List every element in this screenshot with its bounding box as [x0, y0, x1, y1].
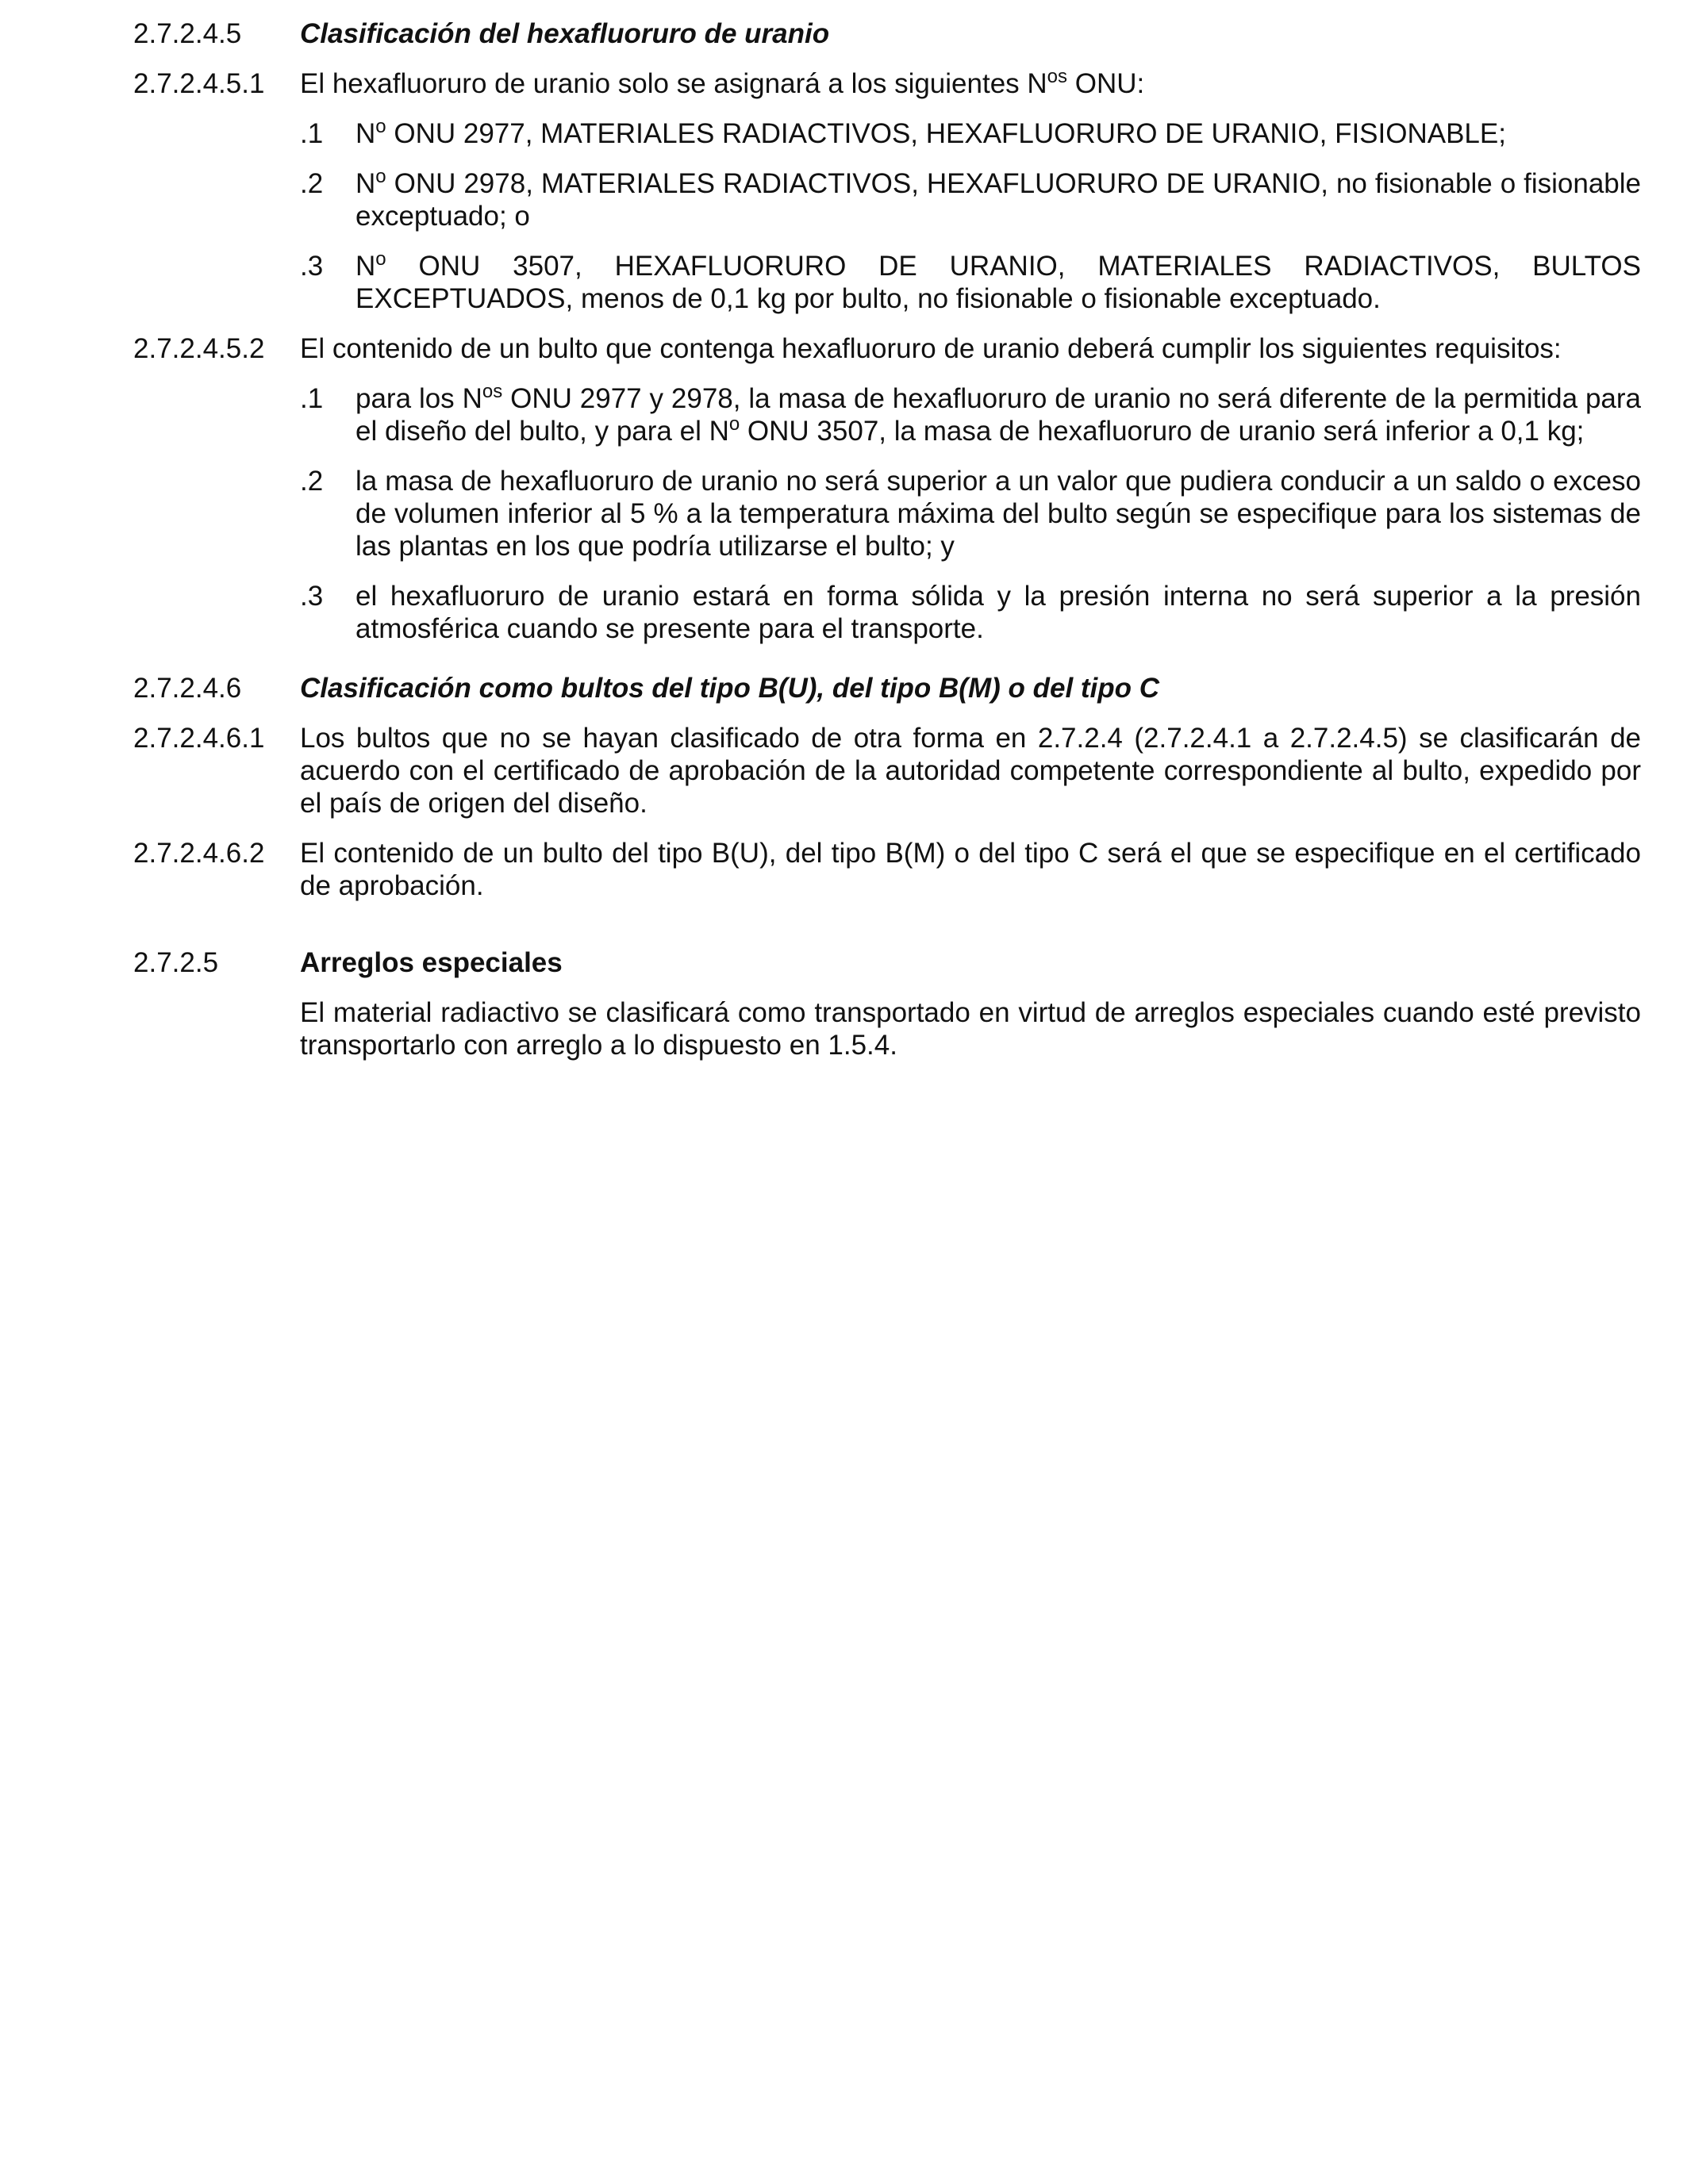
paragraph-2-7-2-4-5-2 — [133, 332, 1641, 365]
superscript: o — [375, 166, 386, 187]
paragraph-2-7-2-5 — [133, 996, 1641, 1061]
superscript: o — [728, 413, 740, 435]
list-item — [300, 382, 1641, 447]
list-item-text — [355, 167, 1641, 232]
section-number: 2.7.2.4.6 — [133, 673, 242, 704]
paragraph-text: El material radiactivo se clasificará como transportado en virtud de arreglos especiales cuando esté previsto transportarlo con arreglo a lo dispuesto en 1.5.4. — [300, 997, 1641, 1061]
section-title: Clasificación como bultos del tipo B(U), del tipo B(M) o del tipo C — [300, 673, 1160, 704]
text-run: N — [355, 251, 376, 282]
section-title: Clasificación del hexafluoruro de uranio — [300, 18, 830, 49]
superscript: o — [375, 248, 386, 270]
list-item — [300, 117, 1641, 150]
paragraph-text: El contenido de un bulto del tipo B(U), del tipo B(M) o del tipo C será el que se especifique en el certificado de aprobación. — [300, 838, 1641, 901]
superscript: o — [375, 116, 386, 137]
list-item — [300, 465, 1641, 562]
section-heading-2-7-2-4-6 — [133, 672, 1641, 704]
paragraph-2-7-2-4-5-1 — [133, 67, 1641, 100]
list-item-number: .3 — [300, 251, 324, 282]
paragraph-text: El contenido de un bulto que contenga hexafluoruro de uranio deberá cumplir los siguientes requisitos: — [300, 333, 1562, 364]
superscript: os — [1047, 66, 1068, 87]
list-item — [300, 580, 1641, 645]
text-run: N — [355, 118, 376, 149]
document-body — [133, 17, 1641, 1061]
section-number: 2.7.2.5 — [133, 947, 219, 978]
section-heading-2-7-2-5 — [133, 946, 1641, 979]
paragraph-number: 2.7.2.4.5.2 — [133, 333, 265, 364]
text-run: ONU 3507, la masa de hexafluoruro de uranio será inferior a 0,1 kg; — [740, 416, 1585, 447]
section-heading-2-7-2-4-5 — [133, 17, 1641, 50]
list-item-text: la masa de hexafluoruro de uranio no será superior a un valor que pudiera conducir a un saldo o exceso de volumen inferior al 5 % a la temperatura máxima del bulto según se especifique para los sistemas de las plantas en los que podría utilizarse el bulto; y — [355, 466, 1641, 562]
paragraph-number: 2.7.2.4.6.2 — [133, 838, 265, 869]
paragraph-number: 2.7.2.4.5.1 — [133, 68, 265, 99]
list-item-number: .1 — [300, 383, 324, 414]
text-run: N — [355, 168, 376, 199]
list-item — [300, 250, 1641, 315]
text-run: ONU 2978, MATERIALES RADIACTIVOS, HEXAFLUORURO DE URANIO, no fisionable o fisionable exceptuado; o — [355, 168, 1641, 232]
paragraph-number: 2.7.2.4.6.1 — [133, 723, 265, 754]
superscript: os — [482, 381, 503, 402]
section-title: Arreglos especiales — [300, 947, 563, 978]
list-item-text — [355, 250, 1641, 315]
list-item-number: .2 — [300, 466, 324, 497]
list-item-number: .2 — [300, 168, 324, 199]
paragraph-text: Los bultos que no se hayan clasificado de otra forma en 2.7.2.4 (2.7.2.4.1 a 2.7.2.4.5) se clasificarán de acuerdo con el certificado de aprobación de la autoridad competente correspondiente al bulto, expedido por el país de origen del diseño. — [300, 723, 1641, 819]
list-item-text — [355, 382, 1641, 447]
text-run: para los N — [355, 383, 482, 414]
list-item-text: el hexafluoruro de uranio estará en forma sólida y la presión interna no será superior a la presión atmosférica cuando se presente para el transporte. — [355, 581, 1641, 644]
text-run: ONU: — [1067, 68, 1145, 99]
list-item-number: .1 — [300, 118, 324, 149]
section-number: 2.7.2.4.5 — [133, 18, 242, 49]
paragraph-2-7-2-4-6-1 — [133, 722, 1641, 819]
list-item-number: .3 — [300, 581, 324, 612]
list-item — [300, 167, 1641, 232]
text-run: El hexafluoruro de uranio solo se asignará a los siguientes N — [300, 68, 1047, 99]
list-item-text — [355, 117, 1641, 150]
text-run: ONU 2977, MATERIALES RADIACTIVOS, HEXAFLUORURO DE URANIO, FISIONABLE; — [386, 118, 1506, 149]
text-run: ONU 2977 y 2978, la masa de hexafluoruro de uranio no será diferente de la permitida para el diseño del bulto, y para el N — [355, 383, 1641, 447]
text-run: ONU 3507, HEXAFLUORURO DE URANIO, MATERIALES RADIACTIVOS, BULTOS EXCEPTUADOS, menos de 0,1 kg por bulto, no fisionable o fisionable exceptuado. — [355, 251, 1641, 314]
paragraph-2-7-2-4-6-2 — [133, 837, 1641, 902]
paragraph-text — [300, 67, 1641, 100]
